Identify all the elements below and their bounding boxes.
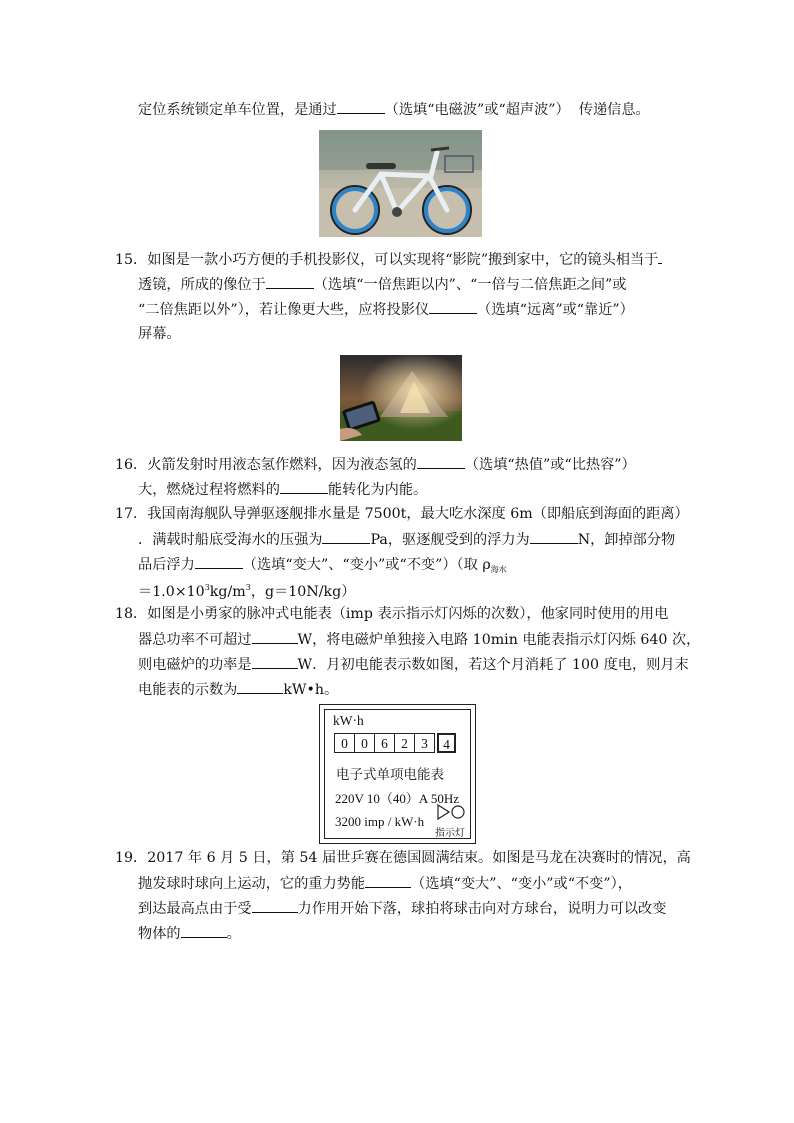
q18-text: W．月初电能表示数如图，若这个月消耗了 100 度电，则月末 (297, 657, 689, 673)
q16-text: （选填“热值”或“比热容”） (464, 457, 636, 473)
q19-line-2 (138, 873, 632, 894)
q15-text: 透镜，所成的像位于 (138, 277, 266, 293)
q18-line-1 (115, 604, 668, 624)
answer-blank[interactable] (658, 249, 662, 264)
q14-text: （选填“电磁波”或“超声波”） (384, 102, 570, 118)
meter-name: 电子式单项电能表 (336, 767, 444, 782)
answer-blank[interactable] (530, 529, 578, 544)
phone-projector-photo (340, 355, 462, 441)
question-number: 17． (115, 506, 148, 522)
q17-line-1 (115, 504, 689, 524)
answer-blank[interactable] (266, 274, 314, 289)
q19-text: （选填“变大”、“变小”或“不变”）， (411, 876, 632, 892)
q16-text: 火箭发射时用液态氢作燃料，因为液态氢的 (147, 457, 417, 473)
answer-blank[interactable] (280, 479, 328, 494)
meter-imp-rate: 3200 imp / kW·h (335, 814, 425, 829)
q17-text: （选填“变大”、“变小”或“不变”）（取 ρ (242, 557, 491, 573)
question-number: 15． (115, 252, 148, 268)
meter-unit: kW·h (333, 713, 364, 728)
answer-blank[interactable] (252, 898, 298, 913)
q15-text: “二倍焦距以外”），若让像更大些，应将投影仪 (138, 302, 430, 318)
answer-blank[interactable] (252, 629, 298, 644)
q19-line-3 (138, 898, 666, 919)
q18-text: 器总功率不可超过 (138, 632, 252, 648)
meter-digit: 6 (374, 733, 395, 753)
q19-text: 到达最高点由于受 (138, 901, 252, 917)
answer-blank[interactable] (365, 873, 411, 888)
q15-line-4 (138, 324, 181, 344)
q17-text: ，g＝10N/kg） (250, 584, 356, 600)
q18-text: 则电磁炉的功率是 (138, 657, 252, 673)
q19-text: 。 (226, 926, 241, 942)
q15-text: （选填“远离”或“靠近”） (477, 302, 634, 318)
q19-text: 力作用开始下落，球拍将球击向对方球台，说明力可以改变 (297, 901, 667, 917)
q14-text: 传递信息。 (578, 102, 650, 118)
q15-text: 屏幕。 (138, 326, 181, 342)
q19-text: 2017 年 6 月 5 日，第 54 届世乒赛在德国圆满结束。如图是马龙在决赛时的情况，高 (147, 850, 691, 866)
indicator-label: 指示灯 (435, 828, 465, 839)
q18-line-2 (138, 629, 700, 650)
q17-text: N，卸掉部分物 (577, 532, 676, 548)
q18-text: kW•h。 (283, 682, 339, 698)
answer-blank[interactable] (417, 454, 465, 469)
meter-digits (334, 733, 455, 753)
q19-text: 物体的 (138, 926, 181, 942)
answer-blank[interactable] (429, 299, 477, 314)
answer-blank[interactable] (237, 679, 283, 694)
answer-blank[interactable] (181, 923, 227, 938)
q15-line-2 (138, 274, 626, 295)
q14-text: 定位系统锁定单车位置，是通过 (138, 102, 337, 118)
q17-text: kg/m (209, 584, 246, 600)
q19-line-4 (138, 923, 241, 944)
q17-line-2 (138, 529, 675, 550)
q15-text: 如图是一款小巧方便的手机投影仪，可以实现将“影院”搬到家中，它的镜头相当于 (147, 252, 659, 268)
meter-digit: 0 (354, 733, 375, 753)
q18-text: W，将电磁炉单独接入电路 10min 电能表指示灯闪烁 640 次， (297, 632, 701, 648)
q17-line-4 (138, 578, 355, 602)
meter-panel (324, 709, 471, 839)
q17-text: 品后浮力 (138, 557, 195, 573)
q16-line-2 (138, 479, 427, 500)
bicycle-photo (319, 130, 482, 237)
q18-line-4 (138, 679, 338, 700)
meter-digit: 2 (394, 733, 415, 753)
q18-text: 电能表的示数为 (138, 682, 238, 698)
q17-text: ．满载时船底受海水的压强为 (138, 532, 323, 548)
q17-subscript: 海水 (490, 565, 507, 574)
q17-text: Pa，驱逐舰受到的浮力为 (370, 532, 530, 548)
q19-line-1 (115, 848, 691, 868)
q16-text: 大，燃烧过程将燃料的 (138, 482, 280, 498)
q16-text: 能转化为内能。 (327, 482, 428, 498)
q18-line-3 (138, 654, 689, 675)
answer-blank[interactable] (195, 554, 243, 569)
meter-spec: 220V 10（40）A 50Hz (335, 791, 459, 806)
meter-digit: 3 (414, 733, 435, 753)
question-number: 18． (115, 606, 148, 622)
q15-text: （选填“一倍焦距以内”、“一倍与二倍焦距之间”或 (313, 277, 627, 293)
question-number: 16． (115, 457, 148, 473)
meter-decimal-digit: 4 (437, 733, 456, 753)
q17-superscript: 3 (204, 583, 210, 592)
answer-blank[interactable] (322, 529, 370, 544)
q17-superscript: 3 (245, 583, 251, 592)
q18-text: 如图是小勇家的脉冲式电能表（imp 表示指示灯闪烁的次数），他家同时使用的用电 (147, 606, 669, 622)
meter-digit: 0 (334, 733, 355, 753)
electric-meter-figure (319, 704, 476, 844)
q17-text: ＝1.0×10 (138, 584, 205, 600)
answer-blank[interactable] (252, 654, 298, 669)
q17-line-3 (138, 554, 507, 580)
q15-line-3 (138, 299, 634, 320)
q19-text: 抛发球时球向上运动，它的重力势能 (138, 876, 366, 892)
answer-blank[interactable] (337, 99, 385, 114)
question-number: 19． (115, 850, 148, 866)
q17-text: 我国南海舰队导弹驱逐舰排水量是 7500t，最大吃水深度 6m（即船底到海面的距离） (147, 506, 689, 522)
q16-line-1 (115, 454, 636, 475)
q15-line-1 (115, 249, 662, 270)
q14-line-1 (138, 99, 650, 120)
